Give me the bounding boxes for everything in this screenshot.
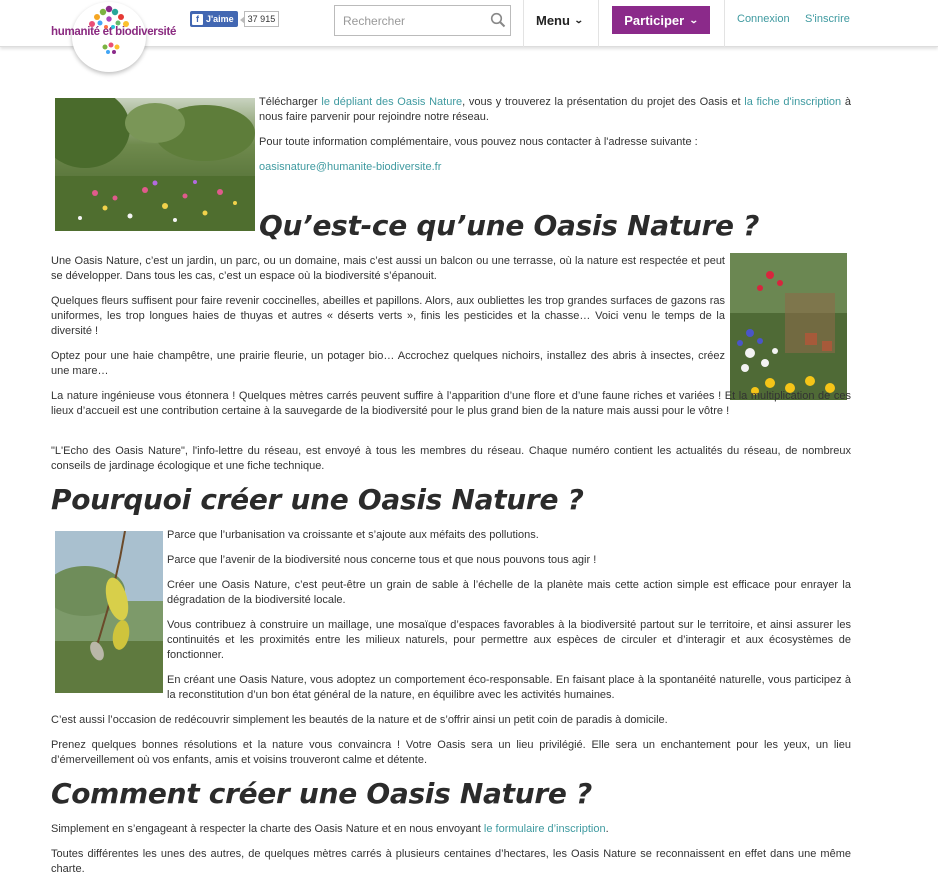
section2-paragraph-1: Parce que l’urbanisation va croissante et s’ajoute aux méfaits des pollutions. — [167, 529, 539, 541]
section3-paragraph-1 — [51, 822, 851, 837]
participer-label: Participer — [624, 12, 685, 28]
section-title-quest-ce: Qu’est-ce qu’une Oasis Nature ? — [259, 209, 760, 242]
section1-paragraph-3: Optez pour une haie champêtre, une prairie fleurie, un potager bio… Accrochez quelques nichoirs, installez des abris à insectes, créez une mare… — [51, 350, 725, 377]
logo-leaves-icon — [100, 42, 122, 64]
section3-text: . — [605, 823, 609, 835]
section1-paragraph-4-text: La nature ingénieuse vous étonnera ! Quelques mètres carrés peuvent suffire à l’apparition d’une flore et d’une faune riches et variées ! Et la multiplication de ces lieux d’accueil est une contribution certaine à la sauvegarde de la biodiversité pour le plus grand bien de la nature mais aussi pour le vôtre ! — [51, 390, 851, 417]
site-logo[interactable] — [48, 0, 177, 72]
section-title-comment: Comment créer une Oasis Nature ? — [51, 777, 592, 810]
menu-button[interactable] — [536, 13, 583, 28]
connexion-link[interactable]: Connexion — [737, 13, 790, 25]
section1-paragraph-2: Quelques fleurs suffisent pour faire revenir coccinelles, abeilles et papillons. Alors, aux oubliettes les trop grandes surfaces de gazons ras uniformes, les trop longues haies de thuyas et autres « déserts verts », finis les pesticides et la chasse… Voici venu le temps de la diversité ! — [51, 295, 725, 337]
section2-paragraph-3: Créer une Oasis Nature, c’est peut-être un grain de sable à l’échelle de la planète mais cette action simple est efficace pour enrayer la dégradation de la biodiversité locale. — [167, 579, 851, 606]
intro-paragraph-contact: Pour toute information complémentaire, vous pouvez nous contacter à l'adresse suivante : — [259, 136, 698, 148]
intro-text: , vous y trouverez la présentation du projet des Oasis et — [462, 96, 745, 108]
section1-paragraph-1: Une Oasis Nature, c’est un jardin, un parc, ou un domaine, mais c’est aussi un balcon ou une terrasse, où la nature est respectée et peut se développer. Dans tous les cas, c’est un espace où la biodiversité s’épanouit. — [51, 255, 725, 282]
garden-photo — [55, 98, 255, 231]
contact-email-link[interactable]: oasisnature@humanite-biodiversite.fr — [259, 161, 442, 173]
intro-text: à nous faire parvenir pour rejoindre notre réseau. — [259, 96, 851, 123]
fiche-inscription-link[interactable]: la fiche d'inscription — [744, 96, 842, 108]
section-title-pourquoi: Pourquoi créer une Oasis Nature ? — [51, 483, 584, 516]
section2-paragraph-5: En créant une Oasis Nature, vous adoptez un comportement éco-responsable. En faisant place à la spontanéité naturelle, vous participez à la reconstitution d’un bon état général de la nature, en équilibre avec les activités humaines. — [167, 674, 851, 701]
chevron-down-icon: ⌄ — [573, 15, 584, 25]
facebook-like-widget[interactable] — [190, 11, 279, 27]
search-icon[interactable] — [490, 12, 506, 28]
section2-paragraph-4: Vous contribuez à construire un maillage, une mosaïque d’espaces favorables à la biodiversité partout sur le territoire, et ainsi assurer les continuités et les proximités entre les milieux naturels, pour permettre aux espèces de circuler et d’interagir et aux écosystèmes de fonctionner. — [167, 619, 851, 661]
nav-divider — [598, 0, 599, 47]
nav-divider — [523, 0, 524, 47]
section2-paragraph-7: Prenez quelques bonnes résolutions et la nature vous convaincra ! Votre Oasis sera un lieu privilégié. Elle sera un enchantement pour les yeux, un lieu d’émerveillement où vos enfants, amis et voisins trouveront calme et détente. — [51, 739, 851, 766]
section3-paragraph-2: Toutes différentes les unes des autres, de quelques mètres carrés à plusieurs centaines d’hectares, les Oasis Nature se reconnaissent en effet dans une même charte. — [51, 848, 851, 875]
section3-text: Simplement en s’engageant à respecter la charte des Oasis Nature et en nous envoyant — [51, 823, 484, 835]
facebook-icon: f — [192, 14, 203, 25]
menu-label: Menu — [536, 13, 570, 28]
facebook-like-button[interactable] — [190, 11, 238, 27]
terrace-flowers-photo — [730, 253, 847, 400]
section1-paragraph-5: "L'Echo des Oasis Nature", l'info-lettre du réseau, est envoyé à tous les membres du réseau. Chaque numéro contient les actualités du réseau, de nombreux conseils de jardinage écologique et une fiche technique. — [51, 445, 851, 472]
participer-button[interactable] — [612, 6, 710, 34]
section2-paragraph-6: C’est aussi l’occasion de redécouvrir simplement les beautés de la nature et de s’offrir ainsi un petit coin de paradis à domicile. — [51, 714, 668, 726]
nav-divider — [724, 0, 725, 47]
depliant-link[interactable]: le dépliant des Oasis Nature — [321, 96, 463, 108]
section2-paragraph-2: Parce que l’avenir de la biodiversité nous concerne tous et que nous pouvons tous agir ! — [167, 554, 597, 566]
chevron-down-icon: ⌄ — [689, 14, 699, 25]
search-input[interactable] — [335, 6, 485, 35]
logo-wordmark: humanité et biodiversité — [51, 26, 177, 38]
intro-paragraph-download — [259, 95, 851, 125]
search-box — [334, 5, 511, 36]
inscrire-link[interactable]: S'inscrire — [805, 13, 850, 25]
intro-text: Télécharger — [259, 96, 322, 108]
formulaire-inscription-link[interactable]: le formulaire d’inscription — [483, 823, 606, 835]
section1-paragraph-4 — [51, 389, 851, 419]
catkins-photo — [55, 531, 163, 693]
facebook-like-count: 37 915 — [244, 11, 280, 27]
facebook-like-label: J'aime — [206, 14, 234, 24]
